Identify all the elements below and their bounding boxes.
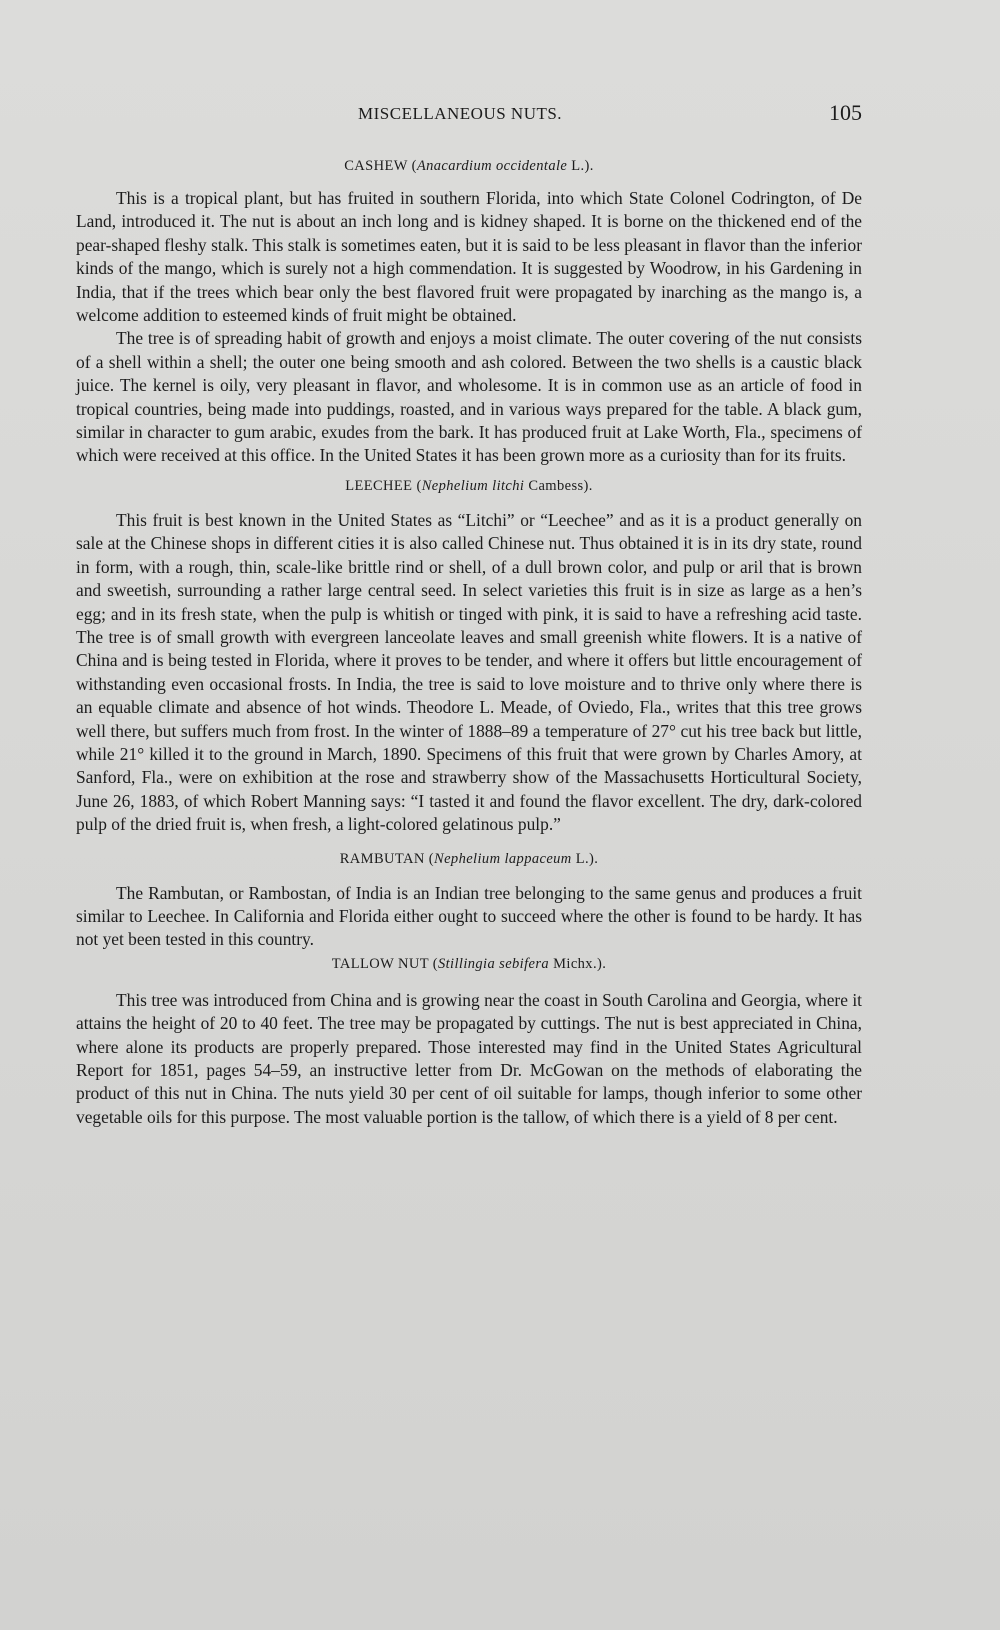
paragraph: The Rambutan, or Rambostan, of India is an Indian tree belonging to the same genus and produces a fruit similar to Leechee. In California and Florida either ought to succeed where the other is found to be hardy. It has not yet been tested in this country. — [76, 882, 862, 950]
heading-name: RAMBUTAN ( — [339, 850, 435, 867]
heading-author: Michx.). — [549, 955, 607, 972]
paragraph: This is a tropical plant, but has fruited in southern Florida, into which State Colonel Codrington, of De Land, introduced it. The nut is about an inch long and is kidney shaped. It is borne on the thickened end of the pear-shaped fleshy stalk. This stalk is sometimes eaten, but it is said to be less pleasant in flavor than the inferior kinds of the mango, which is surely not a high commendation. It is suggested by Woodrow, in his Gardening in India, that if the trees which bear only the best flavored fruit were propagated by inarching as the mango is, a welcome addition to esteemed kinds of fruit might be obtained. — [76, 188, 862, 326]
heading-author: L.). — [567, 158, 594, 174]
paragraph: This fruit is best known in the United States as “Litchi” or “Leechee” and as it is a product generally on sale at the Chinese shops in different cities it is also called Chinese nut. Thus obtained it is in its dry state, round in form, with a rough, thin, scale-like brittle rind or shell, of a dull brown color, and pulp or aril that is brown and sweetish, surrounding a rather large central seed. In select varieties this fruit is in size as large as a hen’s egg; and in its fresh state, when the pulp is whitish or tinged with pink, it is said to have a refreshing acid taste. The tree is of small growth with evergreen lanceolate leaves and small greenish white flowers. It is a native of China and is being tested in Florida, where it proves to be tender, and where it offers but little encouragement of withstanding even occasional frosts. In India, the tree is said to love moisture and to thrive only where there is an equable climate and absence of hot winds. Theodore L. Meade, of Oviedo, Fla., writes that this tree grows well there, but suffers much from frost. In the winter of 1888–89 a temperature of 27° cut his tree back but little, while 21° killed it to the ground in March, 1890. Specimens of this fruit that were grown by Charles Amory, at Sanford, Fla., were on exhibition at the rose and strawberry show of the Massachusetts Horticultural Society, June 26, 1883, of which Robert Manning says: “I tasted it and found the flavor excellent. The dry, dark-colored pulp of the dried fruit is, when fresh, a light-colored gelatinous pulp.” — [76, 509, 862, 835]
section-heading-tallow-nut — [76, 956, 862, 973]
section-heading-rambutan — [76, 851, 862, 868]
page-header — [76, 100, 862, 130]
heading-scientific-name: Anacardium occidentale — [416, 158, 568, 174]
paragraph: This tree was introduced from China and is growing near the coast in South Carolina and Georgia, where it attains the height of 20 to 40 feet. The tree may be propagated by cuttings. The nut is best appreciated in China, where alone its products are properly prepared. Those interested may find in the United States Agricultural Report for 1851, pages 54–59, an instructive letter from Dr. McGowan on the methods of elaborating the product of this nut in China. The nuts yield 30 per cent of oil suitable for lamps, though inferior to some other vegetable oils for this purpose. The most valuable portion is the tallow, of which there is a yield of 8 per cent. — [76, 989, 862, 1127]
page-number: 105 — [829, 100, 862, 125]
heading-scientific-name: Nephelium lappaceum — [434, 850, 572, 867]
heading-name: CASHEW ( — [344, 158, 417, 174]
heading-author: Cambess). — [524, 477, 593, 494]
paragraph: The tree is of spreading habit of growth and enjoys a moist climate. The outer covering of the nut consists of a shell within a shell; the outer one being smooth and ash colored. Between the two shells is a caustic black juice. The kernel is oily, very pleasant in flavor, and wholesome. It is in common use as an article of food in tropical countries, being made into puddings, roasted, and in various ways prepared for the table. A black gum, similar in character to gum arabic, exudes from the bark. It has produced fruit at Lake Worth, Fla., specimens of which were received at this office. In the United States it has been grown more as a curiosity than for its fruits. — [76, 328, 862, 466]
running-head: MISCELLANEOUS NUTS. — [358, 104, 563, 123]
heading-name: TALLOW NUT ( — [331, 955, 438, 972]
section-heading-leechee — [76, 478, 862, 495]
heading-scientific-name: Stillingia sebifera — [437, 955, 550, 972]
heading-name: LEECHEE ( — [345, 477, 422, 494]
heading-scientific-name: Nephelium litchi — [421, 477, 525, 494]
section-heading-cashew — [76, 158, 862, 175]
heading-author: L.). — [571, 850, 599, 867]
body-text — [76, 152, 862, 1129]
